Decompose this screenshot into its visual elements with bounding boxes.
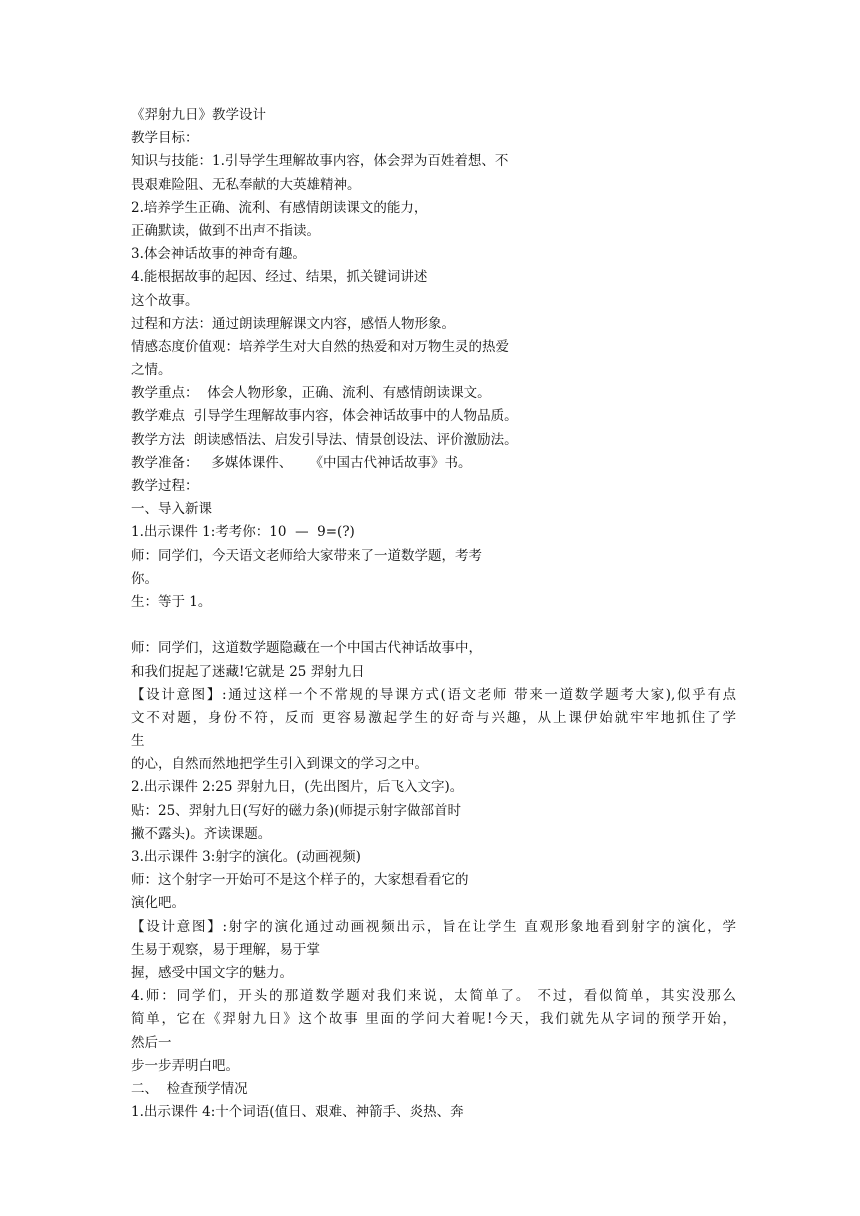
text-line: 你。 bbox=[131, 570, 158, 587]
design-intent-line: 【设计意图】:射字的演化通过动画视频出示，旨在让学生 直观形象地看到射字的演化，学 bbox=[131, 918, 736, 935]
text-line: 生易于观察，易于理解，易于掌 bbox=[131, 941, 320, 958]
text-line: 简单，它在《羿射九日》这个故事 里面的学问大着呢!今天，我们就先从字词的预学开始， bbox=[131, 1011, 736, 1028]
text-line: 教学方法 朗读感悟法、启发引导法、情景创设法、评价激励法。 bbox=[131, 431, 518, 448]
text-line: 文不对题，身份不符，反而 更容易激起学生的好奇与兴趣，从上课伊始就牢牢地抓住了学 bbox=[131, 709, 736, 726]
text-line: 过程和方法：通过朗读理解课文内容，感悟人物形象。 bbox=[131, 315, 455, 332]
text-line: 正确默读，做到不出声不指读。 bbox=[131, 222, 320, 239]
text-line: 4.师：同学们，开头的那道数学题对我们来说，太简单了。 不过，看似简单，其实没那么 bbox=[131, 988, 736, 1005]
text-line: 撇不露头)。齐读课题。 bbox=[131, 825, 272, 842]
text-line: 1.出示课件 1:考考你：10 — 9=(?) bbox=[131, 524, 355, 541]
blank-line bbox=[131, 614, 736, 637]
text-line: 的心，自然而然地把学生引入到课文的学习之中。 bbox=[131, 756, 428, 773]
doc-title: 《羿射九日》教学设计 bbox=[131, 107, 266, 123]
text-line: 这个故事。 bbox=[131, 292, 199, 309]
text-line: 师：同学们，这道数学题隐藏在一个中国古代神话故事中， bbox=[131, 640, 482, 657]
text-line: 然后一 bbox=[131, 1034, 172, 1051]
text-line: 握，感受中国文字的魅力。 bbox=[131, 964, 293, 981]
text-line: 演化吧。 bbox=[131, 895, 185, 912]
section-heading: 一、导入新课 bbox=[131, 501, 212, 518]
text-line: 生：等于 1。 bbox=[131, 593, 212, 610]
design-intent-line: 【设计意图】:通过这样一个不常规的导课方式(语文老师 带来一道数学题考大家),似乎有点 bbox=[131, 686, 736, 703]
text-line: 教学重点： 体会人物形象，正确、流利、有感情朗读课文。 bbox=[131, 385, 491, 402]
text-line: 教学过程： bbox=[131, 478, 199, 494]
text-line: 之情。 bbox=[131, 362, 172, 379]
text-line: 师：这个射字一开始可不是这个样子的，大家想看看它的 bbox=[131, 872, 469, 889]
text-line: 生 bbox=[131, 733, 145, 750]
text-line: 畏艰难险阻、无私奉献的大英雄精神。 bbox=[131, 176, 361, 193]
text-line: 4.能根据故事的起因、经过、结果，抓关键词讲述 bbox=[131, 269, 428, 286]
text-line: 师：同学们，今天语文老师给大家带来了一道数学题，考考 bbox=[131, 547, 482, 564]
document-page bbox=[131, 104, 736, 1124]
text-line: 2.出示课件 2:25 羿射九日，(先出图片，后飞入文字)。 bbox=[131, 779, 464, 796]
text-line: 教学准备： 多媒体课件、 《中国古代神话故事》书。 bbox=[131, 454, 472, 471]
text-line: 情感态度价值观：培养学生对大自然的热爱和对万物生灵的热爱 bbox=[131, 338, 509, 355]
text-line: 1.出示课件 4:十个词语(值日、艰难、神箭手、炎热、奔 bbox=[131, 1104, 464, 1121]
text-line: 教学难点 引导学生理解故事内容，体会神话故事中的人物品质。 bbox=[131, 408, 518, 425]
text-line: 3.出示课件 3:射字的演化。(动画视频) bbox=[131, 849, 361, 865]
section-heading: 二、 检查预学情况 bbox=[131, 1080, 248, 1097]
text-line: 2.培养学生正确、流利、有感情朗读课文的能力， bbox=[131, 199, 428, 216]
text-line: 知识与技能：1.引导学生理解故事内容，体会羿为百姓着想、不 bbox=[131, 153, 509, 170]
text-line: 3.体会神话故事的神奇有趣。 bbox=[131, 246, 306, 263]
text-line: 教学目标： bbox=[131, 130, 199, 147]
text-line: 步一步弄明白吧。 bbox=[131, 1057, 239, 1074]
text-line: 和我们捉起了迷藏!它就是 25 羿射九日 bbox=[131, 663, 365, 680]
text-line: 贴：25、羿射九日(写好的磁力条)(师提示射字做部首时 bbox=[131, 802, 461, 819]
